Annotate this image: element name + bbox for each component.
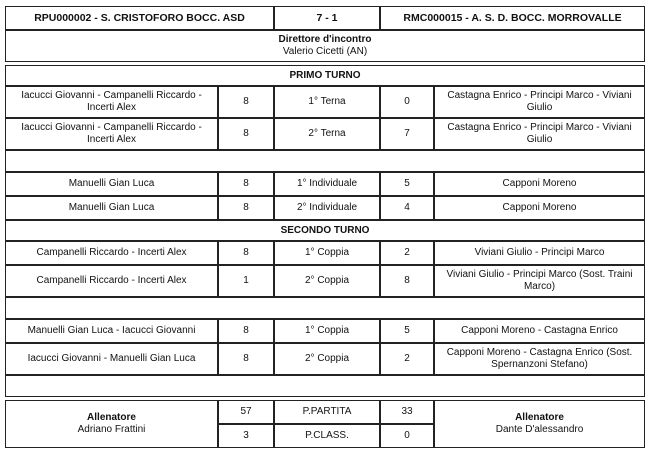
blank-row <box>5 150 645 172</box>
match-score: 7 - 1 <box>274 6 380 30</box>
home-players: Manuelli Gian Luca <box>5 172 218 196</box>
home-team: RPU000002 - S. CRISTOFORO BOCC. ASD <box>5 6 274 30</box>
away-players: Capponi Moreno - Castagna Enrico (Sost. Spernanzoni Stefano) <box>434 343 645 375</box>
director-cell <box>5 30 645 62</box>
away-players: Viviani Giulio - Principi Marco <box>434 241 645 265</box>
director-label: Direttore d'incontro <box>278 34 372 45</box>
home-score: 8 <box>218 118 274 150</box>
table-row <box>5 196 645 220</box>
game-type: 2° Individuale <box>274 196 380 220</box>
home-score: 8 <box>218 172 274 196</box>
class-label: P.CLASS. <box>274 424 380 448</box>
away-score: 2 <box>380 241 434 265</box>
away-players: Capponi Moreno <box>434 172 645 196</box>
game-type: 1° Coppia <box>274 319 380 343</box>
table-row <box>5 343 645 375</box>
partita-away: 33 <box>380 400 434 424</box>
partita-home: 57 <box>218 400 274 424</box>
game-type: 2° Terna <box>274 118 380 150</box>
match-report-table <box>5 6 645 448</box>
blank-row <box>5 375 645 397</box>
footer-row-partita <box>5 400 645 424</box>
match-report-sheet <box>5 6 645 448</box>
home-coach-name: Adriano Frattini <box>77 424 146 435</box>
table-row <box>5 265 645 297</box>
class-away: 0 <box>380 424 434 448</box>
home-players: Manuelli Gian Luca - Iacucci Giovanni <box>5 319 218 343</box>
game-type: 1° Individuale <box>274 172 380 196</box>
home-score: 8 <box>218 319 274 343</box>
home-score: 8 <box>218 196 274 220</box>
away-players: Capponi Moreno <box>434 196 645 220</box>
away-score: 7 <box>380 118 434 150</box>
away-score: 2 <box>380 343 434 375</box>
away-players: Capponi Moreno - Castagna Enrico <box>434 319 645 343</box>
section-title-primo: PRIMO TURNO <box>5 65 645 86</box>
home-score: 8 <box>218 86 274 118</box>
table-row <box>5 241 645 265</box>
home-players: Manuelli Gian Luca <box>5 196 218 220</box>
home-score: 8 <box>218 343 274 375</box>
home-players: Iacucci Giovanni - Campanelli Riccardo - Incerti Alex <box>5 86 218 118</box>
away-players: Castagna Enrico - Principi Marco - Viviani Giulio <box>434 86 645 118</box>
away-players: Viviani Giulio - Principi Marco (Sost. Traini Marco) <box>434 265 645 297</box>
partita-label: P.PARTITA <box>274 400 380 424</box>
section-title-secondo: SECONDO TURNO <box>5 220 645 241</box>
home-score: 8 <box>218 241 274 265</box>
director-name: Valerio Cicetti (AN) <box>282 46 368 57</box>
section-title-row <box>5 65 645 86</box>
table-row <box>5 118 645 150</box>
game-type: 2° Coppia <box>274 265 380 297</box>
blank-row <box>5 297 645 319</box>
away-score: 5 <box>380 172 434 196</box>
away-team: RMC000015 - A. S. D. BOCC. MORROVALLE <box>380 6 645 30</box>
away-score: 8 <box>380 265 434 297</box>
home-players: Campanelli Riccardo - Incerti Alex <box>5 265 218 297</box>
away-coach-label: Allenatore <box>515 412 564 423</box>
class-home: 3 <box>218 424 274 448</box>
game-type: 2° Coppia <box>274 343 380 375</box>
game-type: 1° Coppia <box>274 241 380 265</box>
section-title-row <box>5 220 645 241</box>
away-coach-cell <box>434 400 645 448</box>
match-header-row <box>5 6 645 30</box>
away-players: Castagna Enrico - Principi Marco - Viviani Giulio <box>434 118 645 150</box>
away-score: 0 <box>380 86 434 118</box>
home-coach-cell <box>5 400 218 448</box>
home-score: 1 <box>218 265 274 297</box>
table-row <box>5 86 645 118</box>
home-players: Iacucci Giovanni - Manuelli Gian Luca <box>5 343 218 375</box>
home-coach-label: Allenatore <box>87 412 136 423</box>
away-score: 4 <box>380 196 434 220</box>
home-players: Iacucci Giovanni - Campanelli Riccardo - Incerti Alex <box>5 118 218 150</box>
away-coach-name: Dante D'alessandro <box>495 424 584 435</box>
director-row <box>5 30 645 62</box>
table-row <box>5 319 645 343</box>
away-score: 5 <box>380 319 434 343</box>
home-players: Campanelli Riccardo - Incerti Alex <box>5 241 218 265</box>
game-type: 1° Terna <box>274 86 380 118</box>
table-row <box>5 172 645 196</box>
